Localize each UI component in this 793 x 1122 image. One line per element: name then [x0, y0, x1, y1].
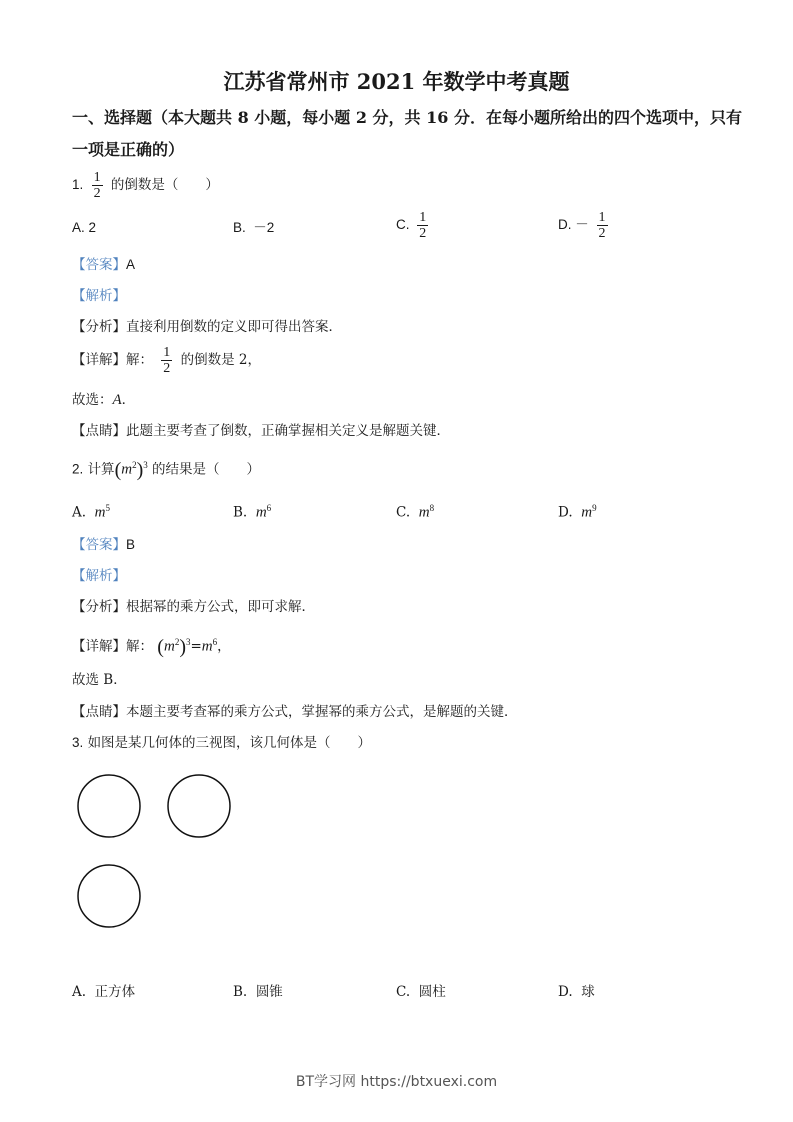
question-stem: 的倒数是（ ）	[110, 177, 219, 193]
q2-option-b: B. $m^6$	[233, 503, 272, 521]
question-number: 1.	[72, 177, 84, 192]
fraction: $\frac{1}{2}$	[419, 210, 427, 241]
q1-option-d: D. － $\frac{1}{2}$	[558, 210, 606, 241]
q1-dianjing: 【点睛】此题主要考查了倒数，正确掌握相关定义是解题关键．	[72, 423, 450, 439]
fraction: $\frac{1}{2}$	[163, 345, 171, 376]
front-view-circle	[78, 775, 140, 837]
section-heading-line2: 一项是正确的）	[72, 140, 185, 159]
q2-dianjing: 【点睛】本题主要考查幂的乘方公式，掌握幂的乘方公式，是解题的关键．	[72, 704, 518, 720]
q2-xiangjie: 【详解】解： $(m^2)^3=m^6$，	[72, 636, 231, 658]
question-number: 2.	[72, 461, 84, 477]
q3-option-a: A. 正方体	[72, 984, 136, 1000]
q3-option-c: C. 圆柱	[396, 984, 446, 1000]
q1-option-c: C. $\frac{1}{2}$	[396, 210, 427, 241]
question-3: 3. 如图是某几何体的三视图，该几何体是（ ）	[72, 735, 372, 751]
q1-option-a: A. 2	[72, 220, 97, 235]
q3-option-b: B. 圆锥	[233, 984, 283, 1000]
q2-guxuan: 故选 B．	[72, 672, 127, 688]
q2-answer: 【答案】B	[72, 537, 136, 553]
q2-option-a: A. $m^5$	[72, 503, 110, 521]
side-view-circle	[168, 775, 230, 837]
top-view-circle	[78, 865, 140, 927]
q1-fenxi: 【分析】直接利用倒数的定义即可得出答案．	[72, 319, 342, 335]
q1-answer: 【答案】A	[72, 257, 136, 273]
q2-analysis-label: 【解析】	[72, 568, 126, 584]
q1-analysis-label: 【解析】	[72, 288, 126, 304]
footer-watermark: BT学习网 https://btxuexi.com	[295, 1074, 498, 1090]
fraction: $\frac{1}{2}$	[93, 170, 101, 201]
q1-option-b: B. －2	[233, 220, 275, 235]
question-number: 3.	[72, 735, 84, 750]
q3-option-d: D. 球	[558, 984, 595, 1000]
page-title: 江苏省常州市 2021 年数学中考真题	[223, 69, 570, 94]
question-2: 2. 计算$(m^2)^3$ 的结果是（ ）	[72, 459, 261, 481]
q1-guxuan: 故选：A．	[72, 392, 136, 408]
section-heading-line1: 一、选择题（本大题共 8 小题，每小题 2 分，共 16 分．在每小题所给出的四个选项中，只有	[72, 108, 742, 127]
q2-fenxi: 【分析】根据幂的乘方公式，即可求解．	[72, 599, 315, 615]
q1-xiangjie: 【详解】解： $\frac{1}{2}$ 的倒数是 2，	[72, 345, 261, 376]
q2-option-d: D. $m^9$	[558, 503, 597, 521]
fraction: $\frac{1}{2}$	[598, 210, 606, 241]
q2-option-c: C. $m^8$	[396, 503, 435, 521]
